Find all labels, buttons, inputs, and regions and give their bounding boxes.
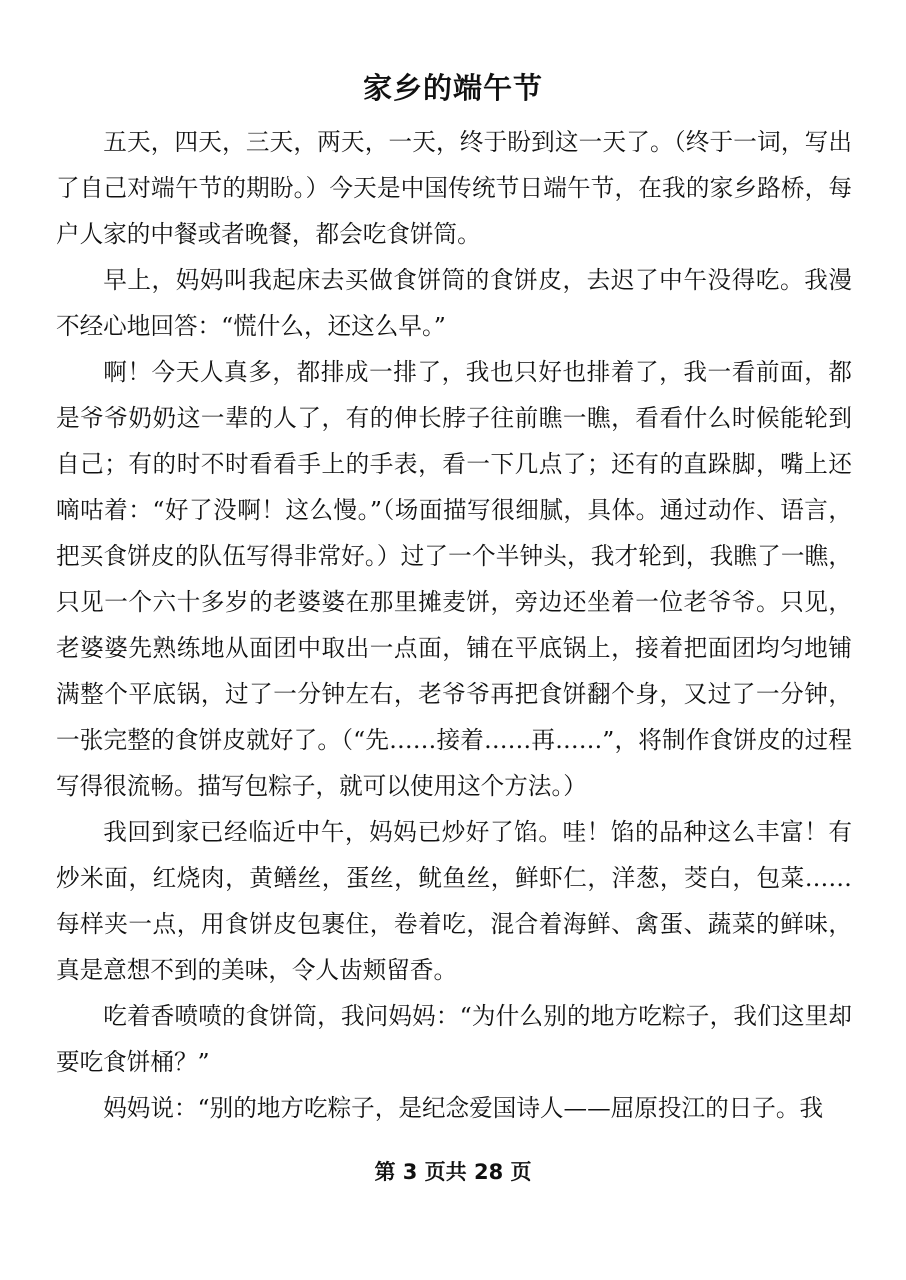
document-title: 家乡的端午节	[362, 71, 543, 105]
page-number-footer: 第 3 页共 28 页	[374, 1160, 532, 1184]
document-body	[56, 119, 852, 1131]
paragraph: 吃着香喷喷的食饼筒，我问妈妈：“为什么别的地方吃粽子，我们这里却要吃食饼桶？”	[56, 1002, 852, 1076]
paragraph: 妈妈说：“别的地方吃粽子，是纪念爱国诗人——屈原投江的日子。我	[103, 1094, 824, 1122]
paragraph: 啊！今天人真多，都排成一排了，我也只好也排着了，我一看前面，都是爷爷奶奶这一辈的人了，有的伸长脖子往前瞧一瞧，看看什么时候能轮到自己；有的时不时看看手上的手表，看一下几点了；还有的直跺脚，嘴上还嘀咕着：“好了没啊！这么慢。”（场面描写很细腻，具体。通过动作、语言，把买食饼皮的队伍写得非常好。）过了一个半钟头，我才轮到，我瞧了一瞧，只见一个六十多岁的老婆婆在那里摊麦饼，旁边还坐着一位老爷爷。只见，老婆婆先熟练地从面团中取出一点面，铺在平底锅上，接着把面团均匀地铺满整个平底锅，过了一分钟左右，老爷爷再把食饼翻个身，又过了一分钟，一张完整的食饼皮就好了。（“先……接着……再……”，将制作食饼皮的过程写得很流畅。描写包粽子，就可以使用这个方法。）	[56, 358, 852, 800]
paragraph: 我回到家已经临近中午，妈妈已炒好了馅。哇！馅的品种这么丰富！有炒米面，红烧肉，黄鳝丝，蛋丝，鱿鱼丝，鲜虾仁，洋葱，茭白，包菜……每样夹一点，用食饼皮包裹住，卷着吃，混合着海鲜、禽蛋、蔬菜的鲜味，真是意想不到的美味，令人齿颊留香。	[56, 818, 852, 984]
paragraph: 早上，妈妈叫我起床去买做食饼筒的食饼皮，去迟了中午没得吃。我漫不经心地回答：“慌什么，还这么早。”	[56, 266, 852, 340]
paragraph: 五天，四天，三天，两天，一天，终于盼到这一天了。（终于一词，写出了自己对端午节的期盼。）今天是中国传统节日端午节，在我的家乡路桥，每户人家的中餐或者晚餐，都会吃食饼筒。	[56, 128, 852, 248]
